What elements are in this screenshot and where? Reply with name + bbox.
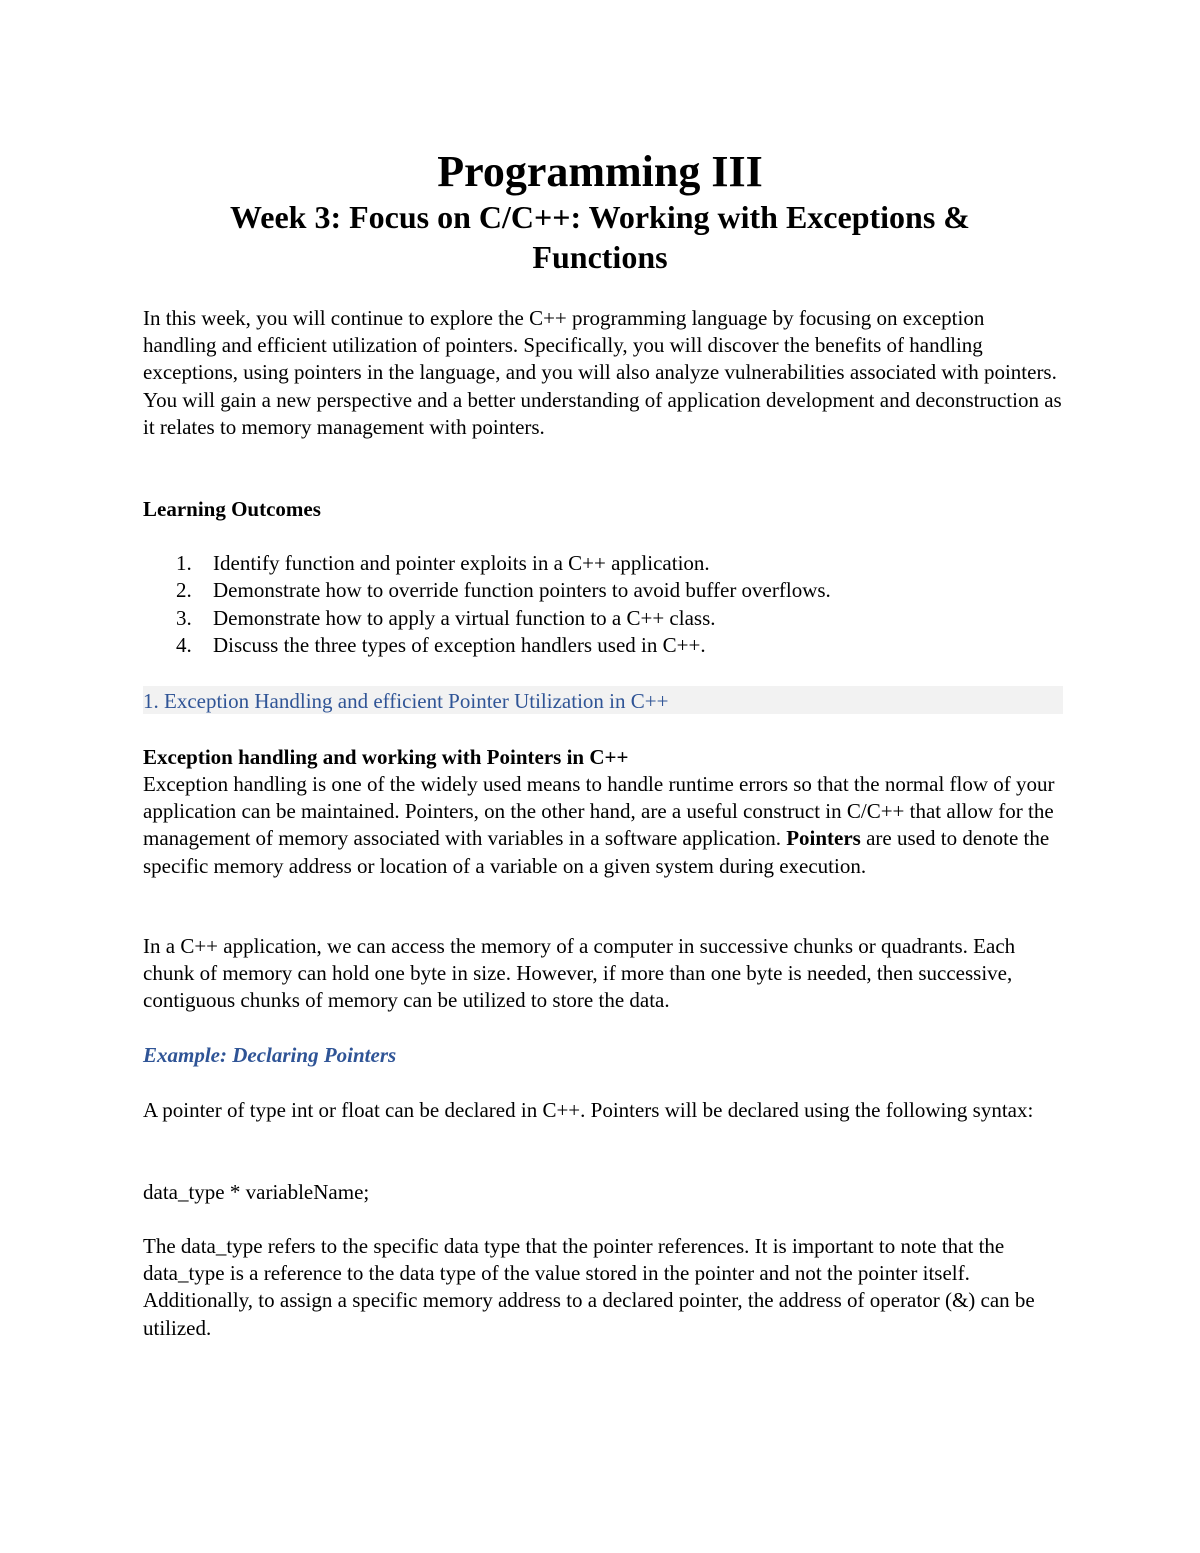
data-type-paragraph: The data_type refers to the specific data type that the pointer references. It is important to note that the data_type is a reference to the data type of the value stored in the pointer and not the pointer itself. Additionally, to assign a specific memory address to a declared pointer, the address of operator (&) can be utilized. [143, 1234, 1035, 1340]
document-subtitle [143, 197, 1057, 277]
learning-outcomes-list [143, 550, 1063, 659]
list-item-number: 3. [176, 605, 192, 630]
intro-paragraph: In this week, you will continue to explore the C++ programming language by focusing on exception handling and efficient utilization of pointers. Specifically, you will discover the benefits of handling exceptions, using pointers in the language, and you will also analyze vulnerabilities associated with pointers. You will gain a new perspective and a better understanding of application development and deconstruction as it relates to memory management with pointers. [143, 306, 1062, 439]
subtitle-line-1: Week 3: Focus on C/C++: Working with Exceptions & [230, 199, 970, 235]
list-item [143, 632, 1063, 659]
list-item-number: 4. [176, 632, 192, 657]
list-item-text: Discuss the three types of exception handlers used in C++. [213, 632, 706, 657]
section-subheading: Exception handling and working with Pointers in C++ [143, 745, 629, 769]
pointers-bold-term: Pointers [786, 826, 861, 851]
pointer-declaration-paragraph: A pointer of type int or float can be declared in C++. Pointers will be declared using the following syntax: [143, 1098, 1034, 1122]
learning-outcomes-heading: Learning Outcomes [143, 497, 321, 521]
list-item-number: 1. [176, 551, 192, 575]
list-item-number: 2. [176, 578, 192, 603]
list-item [143, 605, 1063, 632]
paragraph-text-after: are used to denote the specific memory address or location of a variable on a given system during execution. [143, 826, 1050, 878]
document-title: Programming III [437, 147, 763, 196]
list-item [143, 550, 1063, 577]
subtitle-line-2: Functions [532, 239, 668, 275]
exception-handling-paragraph [143, 771, 1063, 880]
list-item [143, 577, 1063, 604]
memory-chunks-paragraph: In a C++ application, we can access the memory of a computer in successive chunks or quadrants. Each chunk of memory can hold one byte in size. However, if more than one byte is needed, then successive, contiguous chunks of memory can be utilized to store the data. [143, 934, 1016, 1013]
syntax-line: data_type * variableName; [143, 1180, 370, 1204]
section-heading: 1. Exception Handling and efficient Pointer Utilization in C++ [143, 686, 1063, 714]
example-heading: Example: Declaring Pointers [143, 1043, 397, 1067]
list-item-text: Demonstrate how to override function pointers to avoid buffer overflows. [213, 578, 831, 603]
paragraph-text-before: Exception handling is one of the widely used means to handle runtime errors so that the normal flow of your application can be maintained. Pointers, on the other hand, are a useful construct in C/C++ that allow for the management of memory associated with variables in a software application. [143, 772, 1055, 851]
list-item-text: Identify function and pointer exploits in a C++ application. [213, 551, 710, 575]
list-item-text: Demonstrate how to apply a virtual function to a C++ class. [213, 605, 716, 630]
